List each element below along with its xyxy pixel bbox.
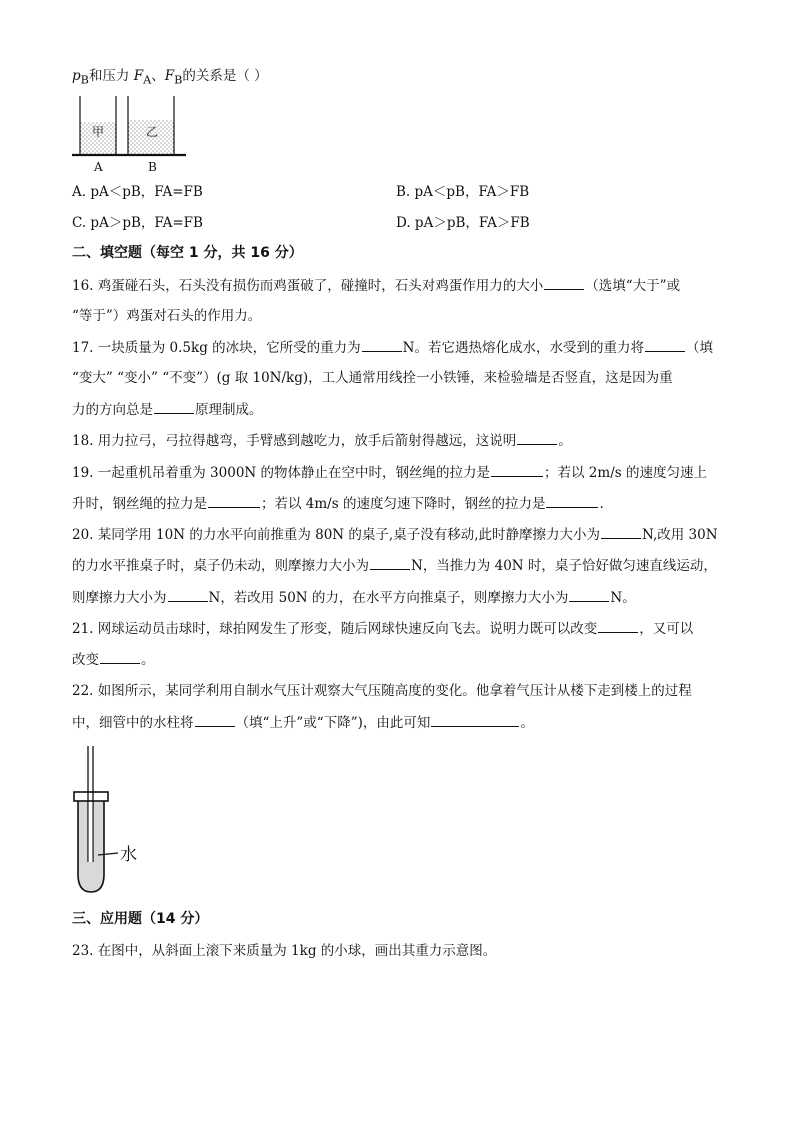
q21-line-1: 21. 网球运动员击球时，球拍网发生了形变，随后网球快速反向飞去。说明力既可以改变 ，又可以 xyxy=(72,618,693,639)
label-b: B xyxy=(148,160,157,174)
answer-blank xyxy=(491,462,543,477)
label-yi: 乙 xyxy=(146,125,159,139)
answer-blank xyxy=(370,555,410,570)
stopper xyxy=(74,792,108,801)
label-water: 水 xyxy=(120,845,137,865)
answer-blank xyxy=(517,430,557,445)
answer-blank xyxy=(362,337,402,352)
answer-blank xyxy=(544,275,584,290)
section-2-title: 二、填空题（每空 1 分，共 16 分） xyxy=(72,245,303,261)
q20-line-3: 则摩擦力大小为 N，若改用 50N 的力，在水平方向推桌子，则摩擦力大小为 N。 xyxy=(72,587,636,608)
q15-tail-line: $p_B$和压力 $F_A$、$F_B$的关系是（ ） xyxy=(72,68,268,87)
q17-line-1: 17. 一块质量为 0.5kg 的冰块，它所受的重力为 N。若它遇热熔化成水，水受到的重力将 （填 xyxy=(72,337,713,358)
option-a: A. pA＜pB，FA=FB xyxy=(72,184,203,200)
q17-line-3: 力的方向总是 原理制成。 xyxy=(72,399,263,420)
q18-line: 18. 用力拉弓，弓拉得越弯，手臂感到越吃力，放手后箭射得越远，这说明 。 xyxy=(72,430,572,451)
label-jia: 甲 xyxy=(92,125,105,139)
section-3-title: 三、应用题（14 分） xyxy=(72,911,209,927)
q23-line: 23. 在图中，从斜面上滚下来质量为 1kg 的小球，画出其重力示意图。 xyxy=(72,943,497,959)
answer-blank xyxy=(154,399,194,414)
q20-line-2: 的力水平推桌子时，桌子仍未动，则摩擦力大小为 N，当推力为 40N 时，桌子恰好做匀速直线运动， xyxy=(72,555,717,576)
answer-blank xyxy=(598,618,638,633)
water-column xyxy=(89,802,93,862)
answer-blank xyxy=(569,587,609,602)
q19-line-2: 升时，钢丝绳的拉力是 ；若以 4m/s 的速度匀速下降时，钢丝的拉力是 . xyxy=(72,493,604,514)
q21-line-2: 改变 。 xyxy=(72,649,155,670)
containers-figure xyxy=(70,92,190,176)
answer-blank xyxy=(546,493,598,508)
q19-line-1: 19. 一起重机吊着重为 3000N 的物体静止在空中时，钢丝绳的拉力是 ；若以 2m/s 的速度匀速上 xyxy=(72,462,707,483)
answer-blank xyxy=(208,493,260,508)
answer-blank xyxy=(100,649,140,664)
option-d: D. pA＞pB，FA＞FB xyxy=(396,215,530,231)
q17-line-2: “变大” “变小” “不变”）(g 取 10N/kg)，工人通常用线拴一小铁锤，来检验墙是否竖直，这是因为重 xyxy=(72,370,673,386)
barometer-figure xyxy=(66,742,162,898)
answer-blank xyxy=(645,337,685,352)
q22-line-2: 中，细管中的水柱将 （填“上升”或“下降”)，由此可知 。 xyxy=(72,712,534,733)
q16-line-1: 16. 鸡蛋碰石头，石头没有损伤而鸡蛋破了，碰撞时，石头对鸡蛋作用力的大小 （选填“大于”或 xyxy=(72,275,680,296)
answer-blank xyxy=(195,712,235,727)
answer-blank xyxy=(601,524,641,539)
q20-line-1: 20. 某同学用 10N 的力水平向前推重为 80N 的桌子,桌子没有移动,此时静摩擦力大小为 N,改用 30N xyxy=(72,524,718,545)
answer-blank xyxy=(168,587,208,602)
label-a: A xyxy=(94,160,103,174)
option-b: B. pA＜pB，FA＞FB xyxy=(396,184,530,200)
option-c: C. pA＞pB，FA=FB xyxy=(72,215,203,231)
q22-line-1: 22. 如图所示，某同学利用自制水气压计观察大气压随高度的变化。他拿着气压计从楼下走到楼上的过程 xyxy=(72,683,692,699)
answer-blank xyxy=(431,712,519,727)
q16-line-2: “等于”）鸡蛋对石头的作用力。 xyxy=(72,308,262,324)
